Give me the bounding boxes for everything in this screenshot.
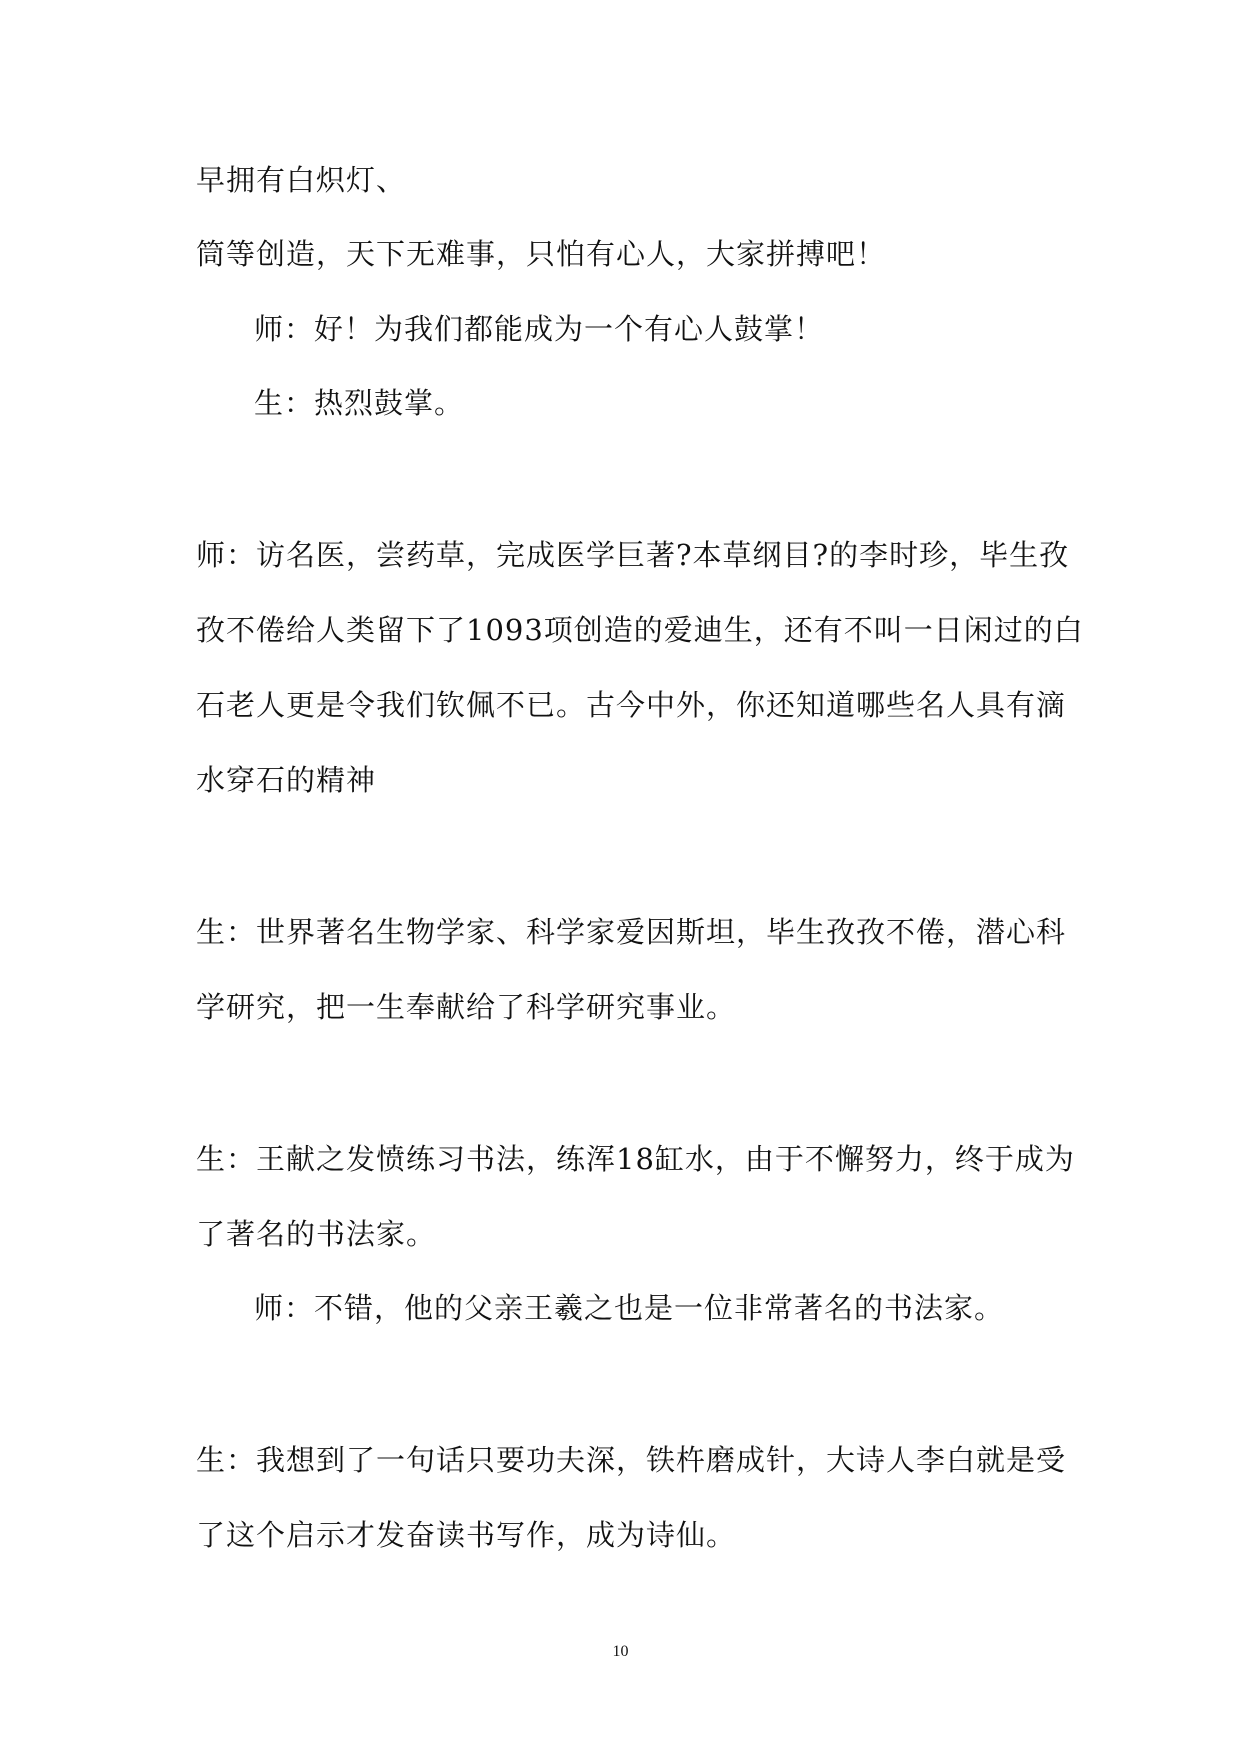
text-line: 了著名的书法家。 — [196, 1217, 437, 1251]
text-line: 生：世界著名生物学家、科学家爱因斯坦，毕生孜孜不倦，潜心科 — [196, 915, 1067, 949]
text-line: 孜不倦给人类留下了1093项创造的爱迪生，还有不叫一日闲过的白 — [196, 613, 1084, 647]
text-line: 生：我想到了一句话只要功夫深，铁杵磨成针，大诗人李白就是受 — [196, 1443, 1067, 1477]
text-line: 生：王献之发愤练习书法，练浑18缸水，由于不懈努力，终于成为 — [196, 1142, 1075, 1176]
text-line: 师：不错，他的父亲王羲之也是一位非常著名的书法家。 — [254, 1291, 1005, 1325]
text-line: 师：访名医，尝药草，完成医学巨著?本草纲目?的李时珍，毕生孜 — [196, 538, 1070, 572]
text-line: 师：好！为我们都能成为一个有心人鼓掌！ — [254, 312, 825, 346]
text-line: 早拥有白炽灯、 — [196, 163, 407, 197]
text-line: 筒等创造，天下无难事，只怕有心人，大家拼搏吧！ — [196, 237, 887, 271]
text-line: 了这个启示才发奋读书写作，成为诗仙。 — [196, 1518, 737, 1552]
text-line: 生：热烈鼓掌。 — [254, 386, 465, 420]
text-line: 石老人更是令我们钦佩不已。古今中外，你还知道哪些名人具有滴 — [196, 688, 1067, 722]
text-line: 水穿石的精神 — [196, 763, 377, 797]
text-line: 学研究，把一生奉献给了科学研究事业。 — [196, 990, 737, 1024]
page-number: 10 — [612, 1643, 629, 1660]
